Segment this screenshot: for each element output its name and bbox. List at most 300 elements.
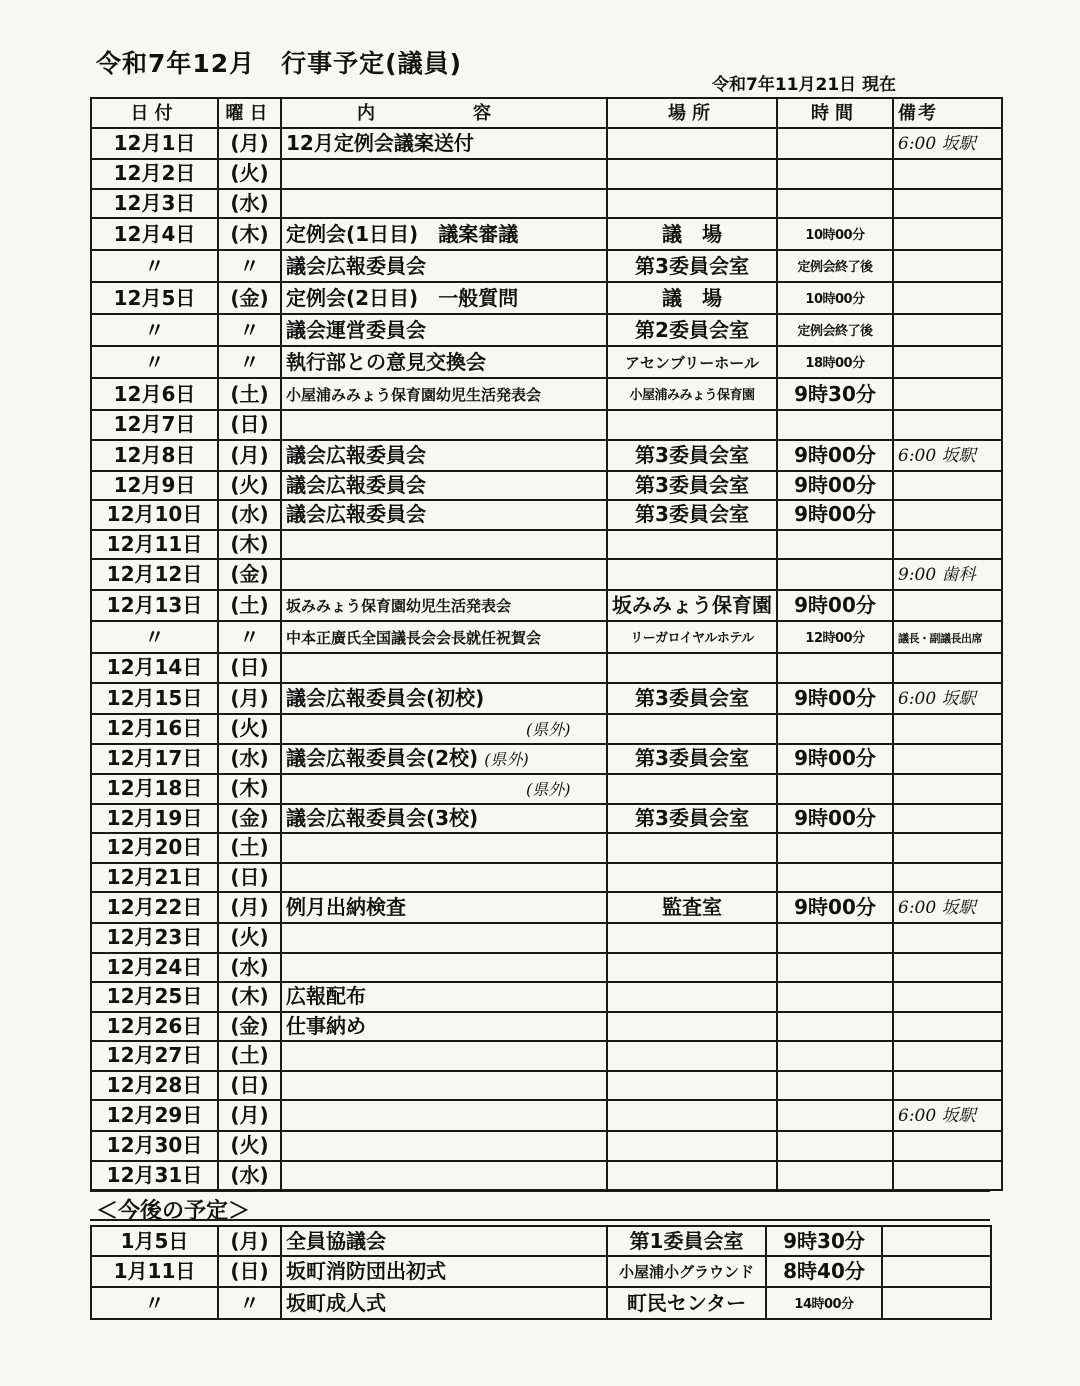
table-row: [91, 1287, 991, 1319]
content-text: 議会広報委員会: [286, 253, 426, 278]
cell-date: [91, 744, 218, 774]
cell-time: [777, 714, 893, 744]
time-text: 14時00分: [794, 1297, 854, 1312]
place-text: リーガロイヤルホテル: [630, 631, 754, 646]
cell-content: [281, 410, 607, 440]
cell-time: [777, 471, 893, 501]
cell-content: [281, 923, 607, 953]
note-text: 6:00 坂駅: [898, 898, 976, 918]
table-row: [91, 559, 1002, 590]
dow-text: (日): [230, 655, 269, 680]
date-text: 12月17日: [106, 746, 203, 770]
cell-note: [893, 982, 1002, 1012]
content-text: 定例会(1日目) 議案審議: [286, 221, 519, 246]
cell-note: [882, 1226, 991, 1256]
cell-content: [281, 1226, 607, 1256]
cell-content: [281, 159, 607, 189]
cell-dow: [218, 744, 281, 774]
cell-content: [281, 804, 607, 834]
date-text: 12月5日: [113, 285, 196, 310]
cell-content: [281, 714, 607, 744]
cell-place: [607, 314, 777, 346]
date-text: 12月1日: [113, 131, 196, 155]
place-text: 坂みみょう保育園: [612, 593, 772, 617]
cell-dow: [218, 1071, 281, 1101]
note-text: 6:00 坂駅: [898, 1106, 976, 1126]
dow-text: (土): [230, 1043, 269, 1068]
cell-place: [607, 1071, 777, 1101]
cell-time: [777, 953, 893, 983]
place-text: 第1委員会室: [629, 1228, 744, 1253]
table-row: [91, 590, 1002, 621]
date-text: 〃: [144, 317, 165, 342]
date-text: 12月15日: [106, 685, 203, 710]
cell-date: [91, 346, 218, 378]
table-row: [91, 653, 1002, 683]
date-text: 〃: [144, 253, 165, 278]
dow-text: (土): [230, 593, 269, 617]
cell-date: [91, 1161, 218, 1191]
cell-place: [607, 530, 777, 560]
dow-text: (火): [230, 161, 269, 186]
dow-text: (水): [230, 1162, 269, 1187]
cell-time: [777, 653, 893, 683]
cell-content: [281, 744, 607, 774]
cell-date: [91, 159, 218, 189]
table-row: [91, 500, 1002, 530]
cell-note: [893, 189, 1002, 219]
cell-time: [777, 378, 893, 410]
table-row: [91, 1131, 1002, 1161]
cell-time: [777, 500, 893, 530]
date-text: 12月8日: [113, 442, 196, 467]
date-text: 12月16日: [106, 716, 203, 740]
cell-place: [607, 189, 777, 219]
table-row: [91, 982, 1002, 1012]
cell-time: [777, 530, 893, 560]
date-text: 12月9日: [113, 472, 196, 497]
cell-date: [91, 218, 218, 250]
time-text: 定例会終了後: [797, 260, 873, 275]
cell-place: [607, 683, 777, 714]
cell-time: [777, 833, 893, 863]
cell-note: [893, 346, 1002, 378]
dow-text: (日): [230, 1072, 269, 1097]
cell-content: [281, 982, 607, 1012]
date-text: 12月4日: [113, 221, 196, 246]
cell-dow: [218, 833, 281, 863]
content-text: 議会広報委員会: [286, 502, 426, 527]
cell-content: [281, 1012, 607, 1042]
dow-text: (月): [230, 685, 269, 710]
cell-place: [607, 218, 777, 250]
cell-date: [91, 1041, 218, 1071]
table-row: [91, 714, 1002, 744]
content-text: 12月定例会議案送付: [286, 131, 474, 155]
date-text: 12月7日: [113, 412, 196, 437]
table-row: [91, 314, 1002, 346]
cell-time: [777, 282, 893, 314]
time-text: 9時00分: [794, 593, 876, 617]
dow-text: (土): [230, 381, 269, 406]
date-text: 12月12日: [106, 562, 203, 586]
cell-dow: [218, 440, 281, 471]
dow-text: (月): [230, 895, 269, 919]
cell-place: [607, 1100, 777, 1131]
cell-date: [91, 590, 218, 621]
dow-text: (日): [230, 1259, 269, 1283]
cell-dow: [218, 314, 281, 346]
cell-place: [607, 744, 777, 774]
cell-note: [893, 1131, 1002, 1161]
cell-note: [893, 621, 1002, 653]
cell-content: [281, 1041, 607, 1071]
table-row: [91, 744, 1002, 774]
cell-place: [607, 804, 777, 834]
note-text: 6:00 坂駅: [898, 688, 976, 709]
table-row: [91, 440, 1002, 471]
table-header-row: [91, 98, 1002, 128]
cell-time: [777, 774, 893, 804]
cell-date: [91, 653, 218, 683]
cell-date: [91, 530, 218, 560]
table-row: [91, 1071, 1002, 1101]
date-text: 〃: [144, 349, 165, 374]
date-text: 12月10日: [106, 502, 203, 527]
place-text: 町民センター: [626, 1290, 747, 1315]
dow-text: (木): [230, 531, 269, 556]
table-row: [91, 923, 1002, 953]
cell-time: [777, 683, 893, 714]
cell-note: [893, 892, 1002, 923]
note-text: 6:00 坂駅: [898, 134, 976, 154]
date-text: 12月29日: [106, 1103, 203, 1127]
cell-dow: [218, 683, 281, 714]
section-rule-top: [90, 1190, 990, 1192]
cell-note: [893, 1100, 1002, 1131]
cell-note: [893, 833, 1002, 863]
place-text: 第3委員会室: [635, 746, 749, 770]
dow-text: (木): [230, 776, 269, 800]
cell-time: [777, 346, 893, 378]
cell-time: [777, 189, 893, 219]
cell-note: [893, 714, 1002, 744]
dow-text: (水): [230, 954, 269, 979]
cell-note: [893, 282, 1002, 314]
cell-time: [777, 1012, 893, 1042]
cell-time: [777, 250, 893, 282]
content-text: 例月出納検査: [286, 895, 406, 919]
place-text: 監査室: [662, 895, 722, 919]
table-row: [91, 128, 1002, 159]
cell-content: [281, 953, 607, 983]
cell-time: [777, 410, 893, 440]
cell-dow: [218, 953, 281, 983]
cell-place: [607, 410, 777, 440]
cell-time: [766, 1256, 882, 1287]
cell-time: [777, 159, 893, 189]
content-text: 坂町消防団出初式: [286, 1259, 446, 1283]
cell-date: [91, 833, 218, 863]
cell-time: [777, 1041, 893, 1071]
cell-note: [893, 953, 1002, 983]
future-schedule-table: [90, 1225, 992, 1320]
cell-content: [281, 250, 607, 282]
time-text: 10時00分: [805, 228, 865, 243]
cell-content: [281, 683, 607, 714]
cell-content: [281, 378, 607, 410]
cell-place: [607, 282, 777, 314]
table-row: [91, 159, 1002, 189]
cell-time: [766, 1226, 882, 1256]
as-of-date: 令和7年11月21日 現在: [712, 75, 897, 95]
cell-time: [777, 128, 893, 159]
table-row: [91, 471, 1002, 501]
dow-text: (金): [230, 1013, 269, 1038]
cell-note: [893, 1041, 1002, 1071]
date-text: 12月22日: [106, 895, 203, 919]
dow-text: (水): [230, 190, 269, 215]
future-section-title: ＜今後の予定＞: [96, 1199, 251, 1224]
cell-note: [882, 1287, 991, 1319]
date-text: 12月25日: [106, 984, 203, 1009]
cell-place: [607, 1041, 777, 1071]
cell-place: [607, 471, 777, 501]
dow-text: (日): [230, 412, 269, 437]
date-text: 12月11日: [106, 531, 203, 556]
place-text: 第3委員会室: [635, 472, 749, 497]
date-text: 〃: [144, 624, 165, 649]
date-text: 12月3日: [113, 190, 196, 215]
table-row: [91, 250, 1002, 282]
cell-dow: [218, 1100, 281, 1131]
dow-text: (木): [230, 221, 269, 246]
cell-place: [607, 923, 777, 953]
note-text: 議長・副議長出席: [898, 632, 982, 645]
cell-note: [893, 159, 1002, 189]
content-text: 議会広報委員会(2校): [286, 745, 479, 770]
cell-note: [893, 471, 1002, 501]
cell-time: [777, 1161, 893, 1191]
cell-time: [777, 1071, 893, 1101]
time-text: 定例会終了後: [797, 324, 873, 339]
header-date: 日付: [91, 98, 218, 128]
table-row: [91, 1012, 1002, 1042]
time-text: 9時00分: [794, 502, 876, 527]
cell-date: [91, 1256, 218, 1287]
date-text: 12月14日: [106, 655, 203, 680]
dow-text: (火): [230, 1133, 269, 1158]
place-text: 第2委員会室: [635, 317, 749, 342]
cell-dow: [218, 863, 281, 893]
cell-dow: [218, 378, 281, 410]
cell-time: [777, 892, 893, 923]
date-text: 12月19日: [106, 805, 203, 830]
handwritten-note: (県外): [526, 719, 571, 739]
cell-dow: [218, 1131, 281, 1161]
cell-content: [281, 471, 607, 501]
date-text: 〃: [144, 1290, 165, 1315]
cell-content: [281, 530, 607, 560]
cell-time: [777, 218, 893, 250]
content-text: 小屋浦みみょう保育園幼児生活発表会: [286, 385, 542, 404]
cell-note: [893, 1012, 1002, 1042]
cell-dow: [218, 159, 281, 189]
time-text: 9時00分: [794, 895, 876, 919]
cell-note: [893, 559, 1002, 590]
place-text: 第3委員会室: [635, 685, 749, 710]
table-row: [91, 346, 1002, 378]
cell-content: [281, 892, 607, 923]
cell-note: [893, 250, 1002, 282]
dow-text: (水): [230, 746, 269, 770]
cell-note: [893, 590, 1002, 621]
time-text: 10時00分: [805, 292, 865, 307]
cell-date: [91, 621, 218, 653]
cell-dow: [218, 621, 281, 653]
date-text: 12月13日: [106, 593, 203, 617]
cell-content: [281, 346, 607, 378]
schedule-table: [90, 97, 1003, 1191]
cell-dow: [218, 1041, 281, 1071]
dow-text: 〃: [239, 1290, 260, 1315]
date-text: 1月5日: [120, 1228, 189, 1253]
cell-note: [893, 923, 1002, 953]
cell-content: [281, 1287, 607, 1319]
date-text: 12月30日: [106, 1133, 203, 1158]
cell-content: [281, 1256, 607, 1287]
cell-place: [607, 1161, 777, 1191]
cell-date: [91, 559, 218, 590]
cell-dow: [218, 653, 281, 683]
time-text: 9時00分: [794, 442, 876, 467]
date-text: 1月11日: [113, 1259, 196, 1283]
cell-dow: [218, 250, 281, 282]
cell-place: [607, 1256, 766, 1287]
cell-dow: [218, 714, 281, 744]
cell-date: [91, 953, 218, 983]
time-text: 9時00分: [794, 746, 876, 770]
dow-text: (月): [230, 1103, 269, 1127]
cell-place: [607, 1226, 766, 1256]
cell-content: [281, 833, 607, 863]
table-row: [91, 189, 1002, 219]
place-text: 第3委員会室: [635, 805, 749, 830]
date-text: 12月28日: [106, 1072, 203, 1097]
cell-date: [91, 982, 218, 1012]
cell-time: [777, 1131, 893, 1161]
dow-text: 〃: [239, 624, 260, 649]
cell-note: [893, 500, 1002, 530]
cell-note: [893, 410, 1002, 440]
cell-dow: [218, 1287, 281, 1319]
cell-content: [281, 653, 607, 683]
cell-note: [893, 218, 1002, 250]
content-text: 中本正廣氏全国議長会会長就任祝賀会: [286, 628, 542, 647]
cell-content: [281, 128, 607, 159]
cell-content: [281, 1131, 607, 1161]
content-text: 議会広報委員会(3校): [286, 805, 479, 830]
cell-date: [91, 923, 218, 953]
cell-content: [281, 621, 607, 653]
cell-time: [777, 1100, 893, 1131]
cell-place: [607, 559, 777, 590]
cell-dow: [218, 410, 281, 440]
cell-date: [91, 863, 218, 893]
cell-place: [607, 1287, 766, 1319]
handwritten-note: (県外): [484, 749, 529, 769]
date-text: 12月27日: [106, 1043, 203, 1068]
cell-dow: [218, 471, 281, 501]
table-row: [91, 1100, 1002, 1131]
cell-place: [607, 621, 777, 653]
dow-text: (月): [230, 442, 269, 467]
cell-date: [91, 128, 218, 159]
cell-note: [893, 530, 1002, 560]
cell-note: [893, 804, 1002, 834]
cell-note: [893, 653, 1002, 683]
cell-time: [777, 440, 893, 471]
cell-dow: [218, 982, 281, 1012]
cell-content: [281, 590, 607, 621]
content-text: 執行部との意見交換会: [286, 349, 486, 374]
cell-content: [281, 218, 607, 250]
cell-dow: [218, 346, 281, 378]
cell-content: [281, 1161, 607, 1191]
note-text: 6:00 坂駅: [898, 445, 976, 466]
dow-text: 〃: [239, 349, 260, 374]
cell-time: [777, 923, 893, 953]
cell-place: [607, 378, 777, 410]
place-text: 議 場: [662, 221, 722, 246]
cell-place: [607, 863, 777, 893]
cell-date: [91, 1012, 218, 1042]
cell-place: [607, 1012, 777, 1042]
time-text: 9時30分: [783, 1228, 865, 1253]
cell-place: [607, 440, 777, 471]
cell-date: [91, 410, 218, 440]
cell-date: [91, 1071, 218, 1101]
date-text: 12月31日: [106, 1162, 203, 1187]
dow-text: (火): [230, 925, 269, 950]
cell-note: [893, 1161, 1002, 1191]
table-row: [91, 804, 1002, 834]
date-text: 12月24日: [106, 954, 203, 979]
date-text: 12月23日: [106, 925, 203, 950]
table-row: [91, 683, 1002, 714]
cell-place: [607, 159, 777, 189]
cell-date: [91, 774, 218, 804]
table-row: [91, 378, 1002, 410]
cell-date: [91, 250, 218, 282]
table-row: [91, 1226, 991, 1256]
cell-content: [281, 774, 607, 804]
cell-time: [777, 590, 893, 621]
cell-content: [281, 500, 607, 530]
date-text: 12月6日: [113, 381, 196, 406]
content-text: 仕事納め: [286, 1013, 366, 1038]
content-text: 坂町成人式: [286, 1290, 386, 1315]
cell-time: [766, 1287, 882, 1319]
cell-time: [777, 804, 893, 834]
cell-date: [91, 282, 218, 314]
cell-note: [893, 1071, 1002, 1101]
content-text: 広報配布: [286, 984, 366, 1009]
table-row: [91, 218, 1002, 250]
content-text: 議会広報委員会: [286, 472, 426, 497]
content-text: 定例会(2日目) 一般質問: [286, 285, 519, 310]
place-text: 議 場: [662, 285, 722, 310]
